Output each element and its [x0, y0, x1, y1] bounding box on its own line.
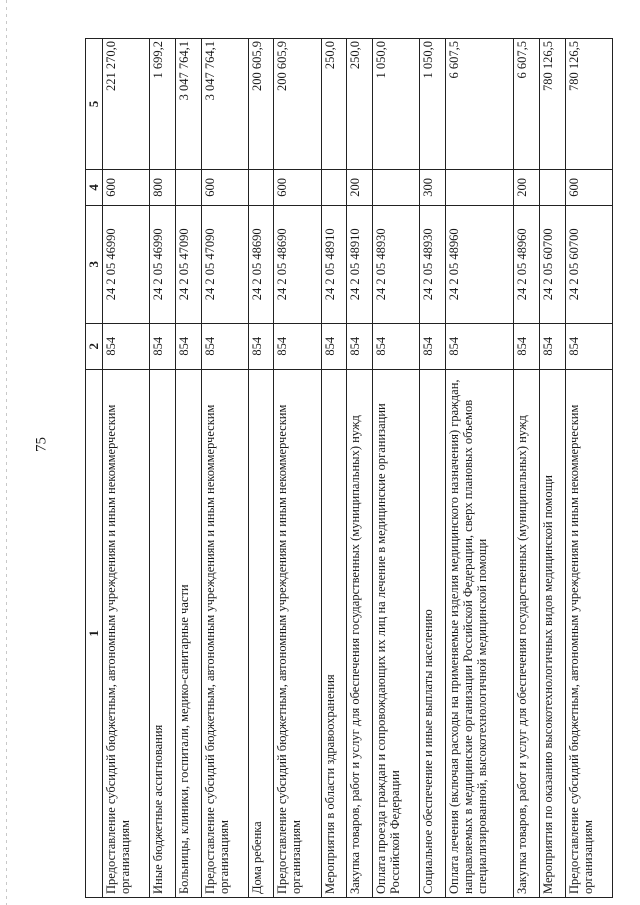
cell-sum: 221 270,0 — [103, 39, 150, 170]
cell-csr: 24 2 05 48690 — [274, 205, 321, 323]
cell-name: Предоставление субсидий бюджетным, автономным учреждениям и иным некоммерческим организациям — [274, 369, 321, 897]
cell-name: Иные бюджетные ассигнования — [150, 369, 176, 897]
cell-vr — [175, 169, 201, 205]
table-row — [347, 39, 373, 898]
cell-sum: 250,0 — [347, 39, 373, 170]
page-number: 75 — [33, 437, 50, 452]
budget-table-container — [85, 38, 613, 898]
cell-ved: 854 — [150, 323, 176, 369]
header-col-3: 3 — [86, 205, 103, 323]
table-header-row — [86, 39, 103, 898]
cell-ved: 854 — [248, 323, 274, 369]
cell-ved: 854 — [565, 323, 612, 369]
header-col-4: 4 — [86, 169, 103, 205]
cell-vr — [445, 169, 513, 205]
cell-csr: 24 2 05 48930 — [420, 205, 446, 323]
cell-sum: 200 605,9 — [274, 39, 321, 170]
cell-csr: 24 2 05 46990 — [150, 205, 176, 323]
cell-name: Закупка товаров, работ и услуг для обеспечения государственных (муниципальных) нужд — [514, 369, 540, 897]
cell-vr: 600 — [274, 169, 321, 205]
cell-sum: 1 050,0 — [373, 39, 420, 170]
table-row — [274, 39, 321, 898]
cell-csr: 24 2 05 47090 — [175, 205, 201, 323]
budget-table — [85, 38, 613, 898]
cell-vr: 600 — [565, 169, 612, 205]
cell-name: Мероприятия по оказанию высокотехнологичных видов медицинской помощи — [540, 369, 566, 897]
cell-vr: 800 — [150, 169, 176, 205]
table-row — [248, 39, 274, 898]
cell-name: Закупка товаров, работ и услуг для обеспечения государственных (муниципальных) нужд — [347, 369, 373, 897]
header-col-2: 2 — [86, 323, 103, 369]
cell-csr: 24 2 05 60700 — [540, 205, 566, 323]
cell-vr — [248, 169, 274, 205]
cell-sum: 780 126,5 — [540, 39, 566, 170]
cell-vr: 200 — [347, 169, 373, 205]
cell-vr — [373, 169, 420, 205]
cell-name: Предоставление субсидий бюджетным, автономным учреждениям и иным некоммерческим организациям — [103, 369, 150, 897]
cell-csr: 24 2 05 48960 — [445, 205, 513, 323]
cell-csr: 24 2 05 46990 — [103, 205, 150, 323]
cell-vr: 600 — [201, 169, 248, 205]
cell-csr: 24 2 05 48690 — [248, 205, 274, 323]
cell-ved: 854 — [201, 323, 248, 369]
cell-name: Оплата проезда граждан и сопровождающих их лиц на лечение в медицинские организации Российской Федерации — [373, 369, 420, 897]
table-row — [445, 39, 513, 898]
cell-name: Оплата лечения (включая расходы на применяемые изделия медицинского назначения) граждан, направляемых в медицинские организации Российской Федерации, сверх плановых объемов специализированной, высокотехнологичной медицинской помощи — [445, 369, 513, 897]
cell-vr: 600 — [103, 169, 150, 205]
cell-name: Предоставление субсидий бюджетным, автономным учреждениям и иным некоммерческим организациям — [201, 369, 248, 897]
cell-sum: 1 699,2 — [150, 39, 176, 170]
cell-sum: 3 047 764,1 — [201, 39, 248, 170]
cell-vr — [321, 169, 347, 205]
cell-name: Больницы, клиники, госпитали, медико-санитарные части — [175, 369, 201, 897]
cell-sum: 1 050,0 — [420, 39, 446, 170]
table-row — [514, 39, 540, 898]
cell-name: Дома ребенка — [248, 369, 274, 897]
cell-ved: 854 — [445, 323, 513, 369]
cell-sum: 3 047 764,1 — [175, 39, 201, 170]
cell-csr: 24 2 05 48910 — [321, 205, 347, 323]
cell-name: Мероприятия в области здравоохранения — [321, 369, 347, 897]
header-col-1: 1 — [86, 369, 103, 897]
cell-sum: 780 126,5 — [565, 39, 612, 170]
cell-ved: 854 — [321, 323, 347, 369]
cell-sum: 250,0 — [321, 39, 347, 170]
cell-csr: 24 2 05 48930 — [373, 205, 420, 323]
table-row — [175, 39, 201, 898]
cell-vr: 300 — [420, 169, 446, 205]
cell-name: Социальное обеспечение и иные выплаты населению — [420, 369, 446, 897]
cell-ved: 854 — [540, 323, 566, 369]
cell-ved: 854 — [347, 323, 373, 369]
table-row — [373, 39, 420, 898]
cell-ved: 854 — [103, 323, 150, 369]
table-row — [150, 39, 176, 898]
page-edge — [6, 0, 7, 905]
cell-ved: 854 — [274, 323, 321, 369]
cell-ved: 854 — [420, 323, 446, 369]
cell-csr: 24 2 05 48960 — [514, 205, 540, 323]
cell-name: Предоставление субсидий бюджетным, автономным учреждениям и иным некоммерческим организациям — [565, 369, 612, 897]
cell-sum: 200 605,9 — [248, 39, 274, 170]
cell-sum: 6 607,5 — [445, 39, 513, 170]
cell-csr: 24 2 05 47090 — [201, 205, 248, 323]
header-col-5: 5 — [86, 39, 103, 170]
cell-ved: 854 — [175, 323, 201, 369]
cell-csr: 24 2 05 48910 — [347, 205, 373, 323]
cell-sum: 6 607,5 — [514, 39, 540, 170]
cell-ved: 854 — [514, 323, 540, 369]
cell-vr: 200 — [514, 169, 540, 205]
table-row — [565, 39, 612, 898]
rotated-table-frame — [85, 38, 613, 898]
cell-csr: 24 2 05 60700 — [565, 205, 612, 323]
table-row — [103, 39, 150, 898]
table-body — [103, 39, 613, 898]
table-row — [540, 39, 566, 898]
cell-vr — [540, 169, 566, 205]
cell-ved: 854 — [373, 323, 420, 369]
table-row — [420, 39, 446, 898]
table-row — [201, 39, 248, 898]
table-row — [321, 39, 347, 898]
